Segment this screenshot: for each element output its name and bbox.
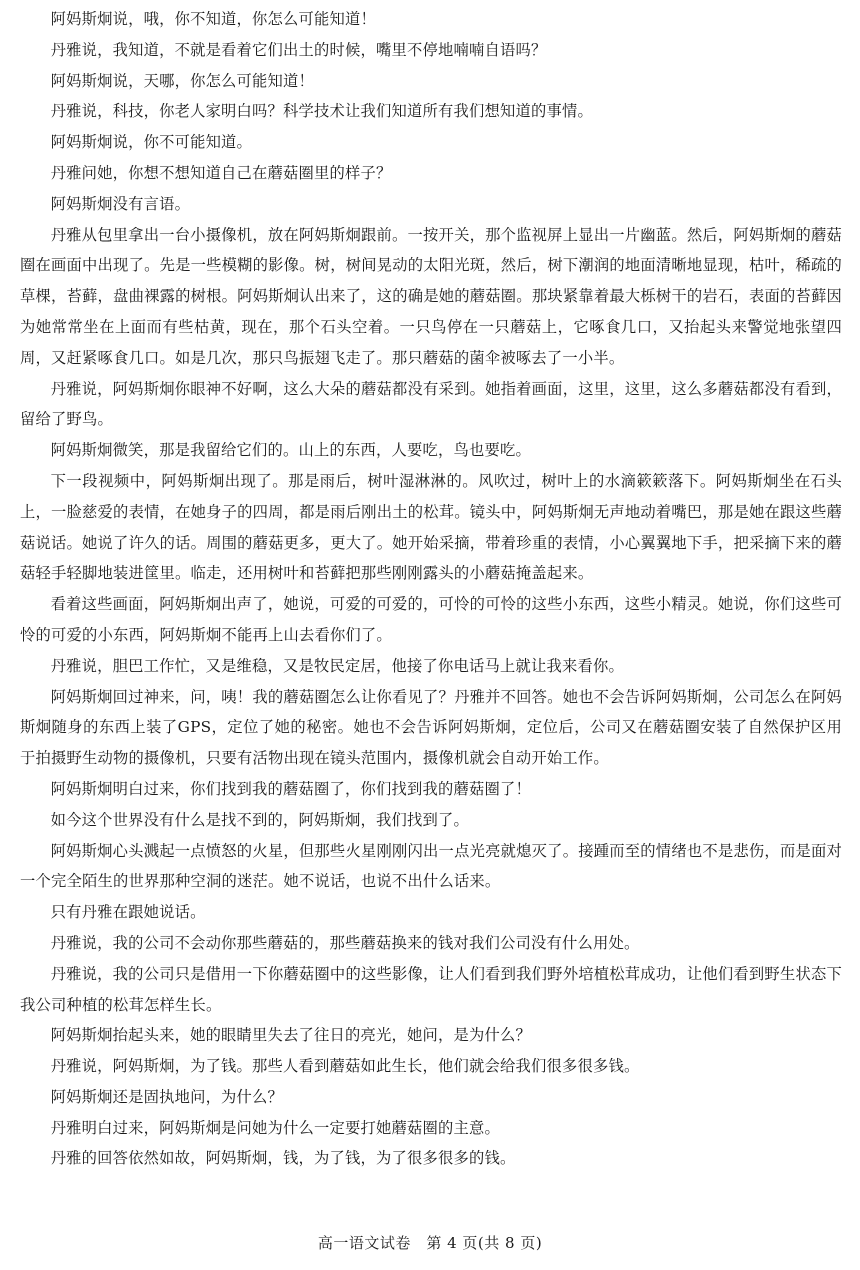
passage-body [20,4,842,1174]
paragraph: 丹雅说，科技，你老人家明白吗？科学技术让我们知道所有我们想知道的事情。 [50,102,593,121]
paragraph: 阿妈斯炯说，你不可能知道。 [50,133,253,152]
paragraph: 丹雅问她，你想不想知道自己在蘑菇圈里的样子？ [50,163,392,182]
paragraph: 丹雅说，我知道，不就是看着它们出土的时候，嘴里不停地喃喃自语吗？ [50,40,547,59]
paragraph: 阿妈斯炯微笑，那是我留给它们的。山上的东西，人要吃，鸟也要吃。 [50,441,531,460]
paragraph: 丹雅从包里拿出一台小摄像机，放在阿妈斯炯跟前。一按开关，那个监视屏上显出一片幽蓝。然后，阿妈斯炯的蘑菇圈在画面中出现了。先是一些模糊的影像。树，树间晃动的太阳光斑，然后，树下潮润的地面清晰地显现，枯叶，稀疏的草棵，苔藓，盘曲裸露的树根。阿妈斯炯认出来了，这的确是她的蘑菇圈。那块紧靠着最大栎树干的岩石，表面的苔藓因为她常常坐在上面而有些枯黄，现在，那个石头空着。一只鸟停在一只蘑菇上，它啄食几口，又抬起头来警觉地张望四周，又赶紧啄食几口。如是几次，那只鸟振翅飞走了。那只蘑菇的菌伞被啄去了一小半。 [20,225,842,367]
paragraph: 阿妈斯炯回过神来，问，咦！我的蘑菇圈怎么让你看见了？丹雅并不回答。她也不会告诉阿妈斯炯，公司怎么在阿妈斯炯随身的东西上装了GPS，定位了她的秘密。她也不会告诉阿妈斯炯，定位后，公司又在蘑菇圈安装了自然保护区用于拍摄野生动物的摄像机，只要有活物出现在镜头范围内，摄像机就会自动开始工作。 [20,687,842,768]
paragraph: 丹雅说，我的公司只是借用一下你蘑菇圈中的这些影像，让人们看到我们野外培植松茸成功，让他们看到野生状态下我公司种植的松茸怎样生长。 [20,964,842,1014]
paragraph: 如今这个世界没有什么是找不到的，阿妈斯炯，我们找到了。 [50,810,470,829]
paragraph: 丹雅说，胆巴工作忙，又是维稳，又是牧民定居，他接了你电话马上就让我来看你。 [50,656,624,675]
paragraph: 下一段视频中，阿妈斯炯出现了。那是雨后，树叶湿淋淋的。风吹过，树叶上的水滴簌簌落下。阿妈斯炯坐在石头上，一脸慈爱的表情，在她身子的四周，都是雨后刚出土的松茸。镜头中，阿妈斯炯无声地动着嘴巴，那是她在跟这些蘑菇说话。她说了许久的话。周围的蘑菇更多，更大了。她开始采摘，带着珍重的表情，小心翼翼地下手，把采摘下来的蘑菇轻手轻脚地装进筐里。临走，还用树叶和苔藓把那些刚刚露头的小蘑菇掩盖起来。 [20,471,842,583]
paragraph: 丹雅说，阿妈斯炯，为了钱。那些人看到蘑菇如此生长，他们就会给我们很多很多钱。 [50,1057,640,1076]
paragraph: 阿妈斯炯说，天哪，你怎么可能知道！ [50,71,315,90]
paragraph: 丹雅的回答依然如故，阿妈斯炯，钱，为了钱，为了很多很多的钱。 [50,1149,516,1168]
paragraph: 阿妈斯炯说，哦，你不知道，你怎么可能知道！ [50,10,377,28]
paragraph: 阿妈斯炯抬起头来，她的眼睛里失去了往日的亮光，她问，是为什么？ [50,1026,531,1045]
page-footer: 高一语文试卷 第 4 页(共 8 页) [317,1234,543,1252]
paragraph: 丹雅明白过来，阿妈斯炯是问她为什么一定要打她蘑菇圈的主意。 [50,1118,501,1137]
paragraph: 阿妈斯炯明白过来，你们找到我的蘑菇圈了，你们找到我的蘑菇圈了！ [50,779,531,798]
paragraph: 丹雅说，阿妈斯炯你眼神不好啊，这么大朵的蘑菇都没有采到。她指着画面，这里，这里，这么多蘑菇都没有看到，留给了野鸟。 [20,379,842,429]
paragraph: 只有丹雅在跟她说话。 [50,903,206,922]
paragraph: 丹雅说，我的公司不会动你那些蘑菇的，那些蘑菇换来的钱对我们公司没有什么用处。 [50,933,640,952]
paragraph: 阿妈斯炯还是固执地问，为什么？ [50,1087,284,1106]
paragraph: 阿妈斯炯没有言语。 [50,194,191,213]
paragraph: 阿妈斯炯心头溅起一点愤怒的火星，但那些火星刚刚闪出一点光亮就熄灭了。接踵而至的情绪也不是悲伤，而是面对一个完全陌生的世界那种空洞的迷茫。她不说话，也说不出什么话来。 [20,841,842,891]
paragraph: 看着这些画面，阿妈斯炯出声了，她说，可爱的可爱的，可怜的可怜的这些小东西，这些小精灵。她说，你们这些可怜的可爱的小东西，阿妈斯炯不能再上山去看你们了。 [20,595,842,644]
